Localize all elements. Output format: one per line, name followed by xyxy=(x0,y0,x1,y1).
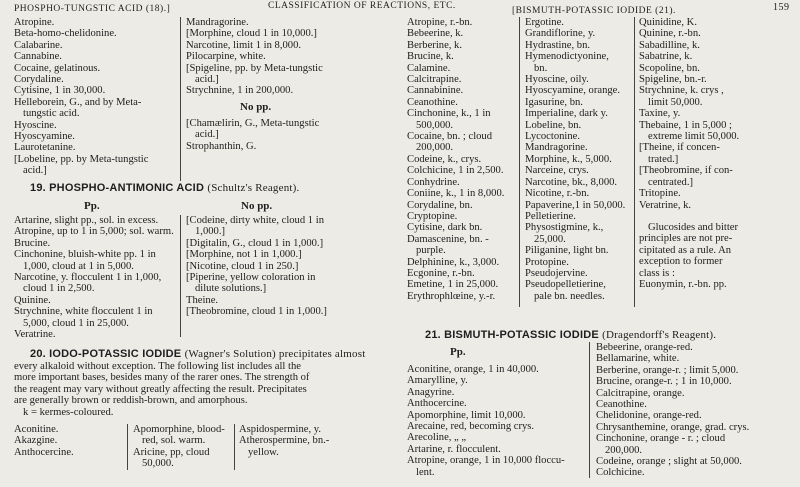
list-item: Aricine, pp, cloud xyxy=(133,446,210,458)
list-item: Anthocercine. xyxy=(14,446,74,458)
s21-subtitle: (Dragendorff's Reagent). xyxy=(602,329,717,341)
list-item: Cocaine, bn. ; cloud xyxy=(407,131,493,143)
list-item: 25,000. xyxy=(534,233,566,245)
list-item: bn. xyxy=(534,62,548,74)
list-item: Artarine, r. flocculent. xyxy=(407,443,501,455)
list-item: Anthocercine. xyxy=(407,398,467,410)
s19-column-2 xyxy=(186,215,327,318)
list-item: Amarylline, y. xyxy=(407,375,468,387)
list-item: Morphine, k., 5,000. xyxy=(525,153,612,165)
list-item: [Codeine, dirty white, cloud 1 in xyxy=(186,215,324,226)
list-item: [Nicotine, cloud 1 in 250.] xyxy=(186,260,299,272)
column-divider xyxy=(180,17,181,181)
list-item: Helleborein, G., and by Meta- xyxy=(14,96,142,108)
list-item: cipitated as a rule. An xyxy=(639,244,732,256)
list-item: 1,000, cloud at 1 in 5,000. xyxy=(23,260,134,272)
list-item: Akazgine. xyxy=(14,435,58,447)
list-item: Quinidine, K. xyxy=(639,17,697,28)
list-item: Atropine, orange, 1 in 10,000 floccu- xyxy=(407,455,565,467)
list-item: class is : xyxy=(639,267,675,279)
list-item: Anagyrine. xyxy=(407,386,455,398)
list-item: Coniine, k., 1 in 8,000. xyxy=(407,188,505,200)
column-divider xyxy=(127,424,128,470)
list-item: [Chamælirin, G., Meta-tungstic xyxy=(186,118,320,129)
list-item: Atherospermine, bn.- xyxy=(239,435,330,447)
list-item: Aconitine, orange, 1 in 40,000. xyxy=(407,364,539,375)
list-item: yellow. xyxy=(248,446,279,458)
list-item: 200,000. xyxy=(605,444,643,456)
list-item: Atropine, up to 1 in 5,000; sol. warm. xyxy=(14,226,174,238)
s18-column-2 xyxy=(186,17,323,97)
s21-pp-heading: Pp. xyxy=(450,346,466,358)
list-item: Apomorphine, limit 10,000. xyxy=(407,409,526,421)
list-item: Calcitrapine. xyxy=(407,74,462,86)
list-item: Arecaine, red, becoming crys. xyxy=(407,421,535,433)
list-item: Brucine. xyxy=(14,237,51,249)
list-item: Damascenine, bn. - xyxy=(407,233,489,245)
list-item: Brucine, k. xyxy=(407,51,454,63)
list-item: Calcitrapine, orange. xyxy=(596,387,685,399)
paragraph-line: every alkaloid without exception. The following list includes all the xyxy=(14,361,301,372)
list-item: principles are not pre- xyxy=(639,233,733,245)
list-item: acid.] xyxy=(195,74,219,86)
list-item: Tritopine. xyxy=(639,188,681,200)
list-item: Narceine, crys. xyxy=(525,165,589,177)
list-item: Colchicine, 1 in 2,500. xyxy=(407,165,504,177)
list-item: Narcotine, limit 1 in 8,000. xyxy=(186,39,302,51)
list-item: Igasurine, bn. xyxy=(525,96,583,108)
s19-no-pp-heading: No pp. xyxy=(241,200,273,212)
list-item: Aconitine. xyxy=(14,424,59,435)
list-item: Codeine, k., crys. xyxy=(407,153,482,165)
paragraph-line: more important bases, besides many of the rarer ones. The strength of xyxy=(14,372,310,384)
s19-heading xyxy=(30,182,299,194)
list-item: [Theine, if concen- xyxy=(639,142,720,154)
s21-column-2 xyxy=(596,342,749,479)
list-item: Bebeerine, k. xyxy=(407,28,464,40)
list-item: 500,000. xyxy=(416,119,454,131)
list-item: Spigeline, bn.-r. xyxy=(639,74,707,86)
list-item: Calabarine. xyxy=(14,39,63,51)
list-item: 200,000. xyxy=(416,142,454,154)
list-item: Narcotine, y. flocculent 1 in 1,000, xyxy=(14,272,162,284)
s20-title: 20. IODO-POTASSIC IODIDE xyxy=(30,348,182,360)
list-item: Beta-homo-chelidonine. xyxy=(14,28,117,40)
s21-title: 21. BISMUTH-POTASSIC IODIDE xyxy=(425,329,599,341)
list-item: Cytisine, 1 in 30,000. xyxy=(14,85,106,97)
list-item: extreme limit 50,000. xyxy=(648,131,740,143)
paragraph-line: k = kermes-coloured. xyxy=(23,406,114,418)
list-item: Cryptopine. xyxy=(407,210,458,222)
list-item: Atropine. xyxy=(14,17,55,28)
list-item: Chelidonine, orange-red. xyxy=(596,410,702,422)
s19-subtitle: (Schultz's Reagent). xyxy=(207,182,300,194)
list-item: Aspidospermine, y. xyxy=(239,424,321,435)
list-item: Hyoscyamine, orange. xyxy=(525,85,621,97)
list-item: Pelletierine. xyxy=(525,210,576,222)
list-item: trated.] xyxy=(648,153,679,165)
list-item: Cocaine, gelatinous. xyxy=(14,62,101,74)
list-item: Laurotetanine. xyxy=(14,142,76,154)
list-item: Lobeline, bn. xyxy=(525,119,582,131)
list-item: 5,000, cloud 1 in 25,000. xyxy=(23,317,129,329)
s20cont-column-1 xyxy=(407,17,504,302)
list-item: Erythrophlœine, y.-r. xyxy=(407,290,496,302)
list-item: acid.] xyxy=(23,165,47,177)
list-item: Atropine, r.-bn. xyxy=(407,17,473,28)
list-item: [Digitalin, G., cloud 1 in 1,000.] xyxy=(186,237,324,249)
list-item: [Piperine, yellow coloration in xyxy=(186,272,316,284)
list-item: Codeine, orange ; slight at 50,000. xyxy=(596,456,742,468)
list-item: Colchicine. xyxy=(596,467,645,479)
list-item: Theine. xyxy=(186,294,219,306)
list-item: Brucine, orange-r. ; 1 in 10,000. xyxy=(596,376,732,388)
list-item: Papaverine,1 in 50,000. xyxy=(525,199,626,211)
list-item: Mandragorine. xyxy=(186,17,249,28)
list-item: Quinine. xyxy=(14,294,51,306)
list-item: acid.] xyxy=(195,129,219,141)
list-item: [Lobeline, pp. by Meta-tungstic xyxy=(14,153,149,165)
list-item: Ceanothine. xyxy=(596,399,647,411)
list-item: Conhydrine. xyxy=(407,176,460,188)
running-header-left: PHOSPHO-TUNGSTIC ACID (18).] xyxy=(14,4,171,14)
list-item: centrated.] xyxy=(648,176,693,188)
list-item: Scopoline, bn. xyxy=(639,62,700,74)
list-item: Lycoctonine. xyxy=(525,131,581,143)
list-item: Sabatrine, k. xyxy=(639,51,693,63)
list-item: exception to former xyxy=(639,256,723,268)
list-item: Corydaline. xyxy=(14,74,64,86)
list-item: Bebeerine, orange-red. xyxy=(596,342,693,353)
list-item: [Morphine, cloud 1 in 10,000.] xyxy=(186,28,317,40)
list-item: tungstic acid. xyxy=(23,108,80,120)
s19-column-1 xyxy=(14,215,174,340)
list-item: Bellamarine, white. xyxy=(596,353,680,365)
s20-paragraph xyxy=(14,361,309,418)
list-item: Berberine, k. xyxy=(407,39,463,51)
list-item: Ergotine. xyxy=(525,17,564,28)
list-item: Hymenodictyonine, xyxy=(525,51,609,63)
running-header-right: [BISMUTH-POTASSIC IODIDE (21). xyxy=(512,6,676,16)
list-item: Cytisine, dark bn. xyxy=(407,222,483,234)
list-item: Apomorphine, blood- xyxy=(133,424,225,435)
s21-column-1 xyxy=(407,364,565,478)
list-item: [Theobromine, cloud 1 in 1,000.] xyxy=(186,306,327,318)
list-item: Hydrastine, bn. xyxy=(525,39,591,51)
paragraph-line: the reagent may vary without greatly affecting the result. Precipitates xyxy=(14,383,307,395)
column-divider xyxy=(180,215,181,337)
list-item: Strychnine, k. crys , xyxy=(639,85,724,97)
list-item: Piliganine, light bn. xyxy=(525,245,609,257)
list-item: Emetine, 1 in 25,000. xyxy=(407,279,499,291)
list-item: [Theobromine, if con- xyxy=(639,165,733,177)
list-item: Ceanothine. xyxy=(407,96,458,108)
list-item: Glucosides and bitter xyxy=(648,222,739,233)
s19-pp-heading: Pp. xyxy=(84,200,100,212)
s20-heading xyxy=(30,348,365,360)
list-item: Strychnine, white flocculent 1 in xyxy=(14,306,153,318)
list-item: Ecgonine, r.-bn. xyxy=(407,267,475,279)
list-item: Strychnine, 1 in 200,000. xyxy=(186,85,294,97)
running-header-center: CLASSIFICATION OF REACTIONS, ETC. xyxy=(268,1,456,11)
list-item: cloud 1 in 2,500. xyxy=(23,283,95,295)
list-item: Narcotine, bk., 8,000. xyxy=(525,176,618,188)
paragraph-line: are generally brown or reddish-brown, and amorphous. xyxy=(14,395,248,407)
list-item: Hyoscine, oily. xyxy=(525,74,589,86)
list-item: Hyoscine. xyxy=(14,119,57,131)
list-item: Euonymin, r.-bn. pp. xyxy=(639,279,727,291)
list-item: Pseudopelletierine, xyxy=(525,279,606,291)
list-item: dilute solutions.] xyxy=(195,283,267,295)
s20cont-column-3b xyxy=(639,222,738,290)
list-item: 50,000. xyxy=(142,458,174,470)
list-item: Taxine, y. xyxy=(639,108,681,120)
list-item: Thebaine, 1 in 5,000 ; xyxy=(639,119,732,131)
list-item: Hyoscyamine. xyxy=(14,131,75,143)
list-item: Quinine, r.-bn. xyxy=(639,28,701,40)
list-item: Strophanthin, G. xyxy=(186,140,257,152)
s20-column-2 xyxy=(133,424,225,470)
list-item: Pseudojervine. xyxy=(525,267,588,279)
list-item: lent. xyxy=(416,466,435,478)
page-number: 159 xyxy=(773,2,790,13)
list-item: Cinchonine, orange - r. ; cloud xyxy=(596,433,726,445)
list-item: Nicotine, r.-bn. xyxy=(525,188,590,200)
s20cont-column-2 xyxy=(525,17,625,302)
s18-column-1 xyxy=(14,17,148,177)
s18-column-2b xyxy=(186,118,319,152)
list-item: Grandiflorine, y. xyxy=(525,28,596,40)
list-item: Arecoline, „ „ xyxy=(407,432,467,444)
list-item: red, sol. warm. xyxy=(142,435,206,447)
list-item: Mandragorine. xyxy=(525,142,588,154)
list-item: Cannabine. xyxy=(14,51,62,63)
s19-title: 19. PHOSPHO-ANTIMONIC ACID xyxy=(30,182,205,194)
s21-heading xyxy=(425,329,716,341)
column-divider xyxy=(589,342,590,478)
list-item: Protopine. xyxy=(525,256,569,268)
s18-no-pp-heading: No pp. xyxy=(240,101,272,113)
list-item: Veratrine. xyxy=(14,329,56,341)
list-item: 1,000.] xyxy=(195,226,226,238)
s20-subtitle: (Wagner's Solution) precipitates almost xyxy=(184,348,366,360)
list-item: Cannabinine. xyxy=(407,85,464,97)
s20-column-3 xyxy=(239,424,329,458)
list-item: Cinchonine, k., 1 in xyxy=(407,108,491,120)
column-divider xyxy=(234,424,235,470)
s20-column-1 xyxy=(14,424,74,458)
list-item: Calamine. xyxy=(407,62,451,74)
column-divider xyxy=(519,17,520,307)
list-item: Physostigmine, k., xyxy=(525,222,604,234)
column-divider xyxy=(634,17,635,307)
list-item: pale bn. needles. xyxy=(534,290,605,302)
list-item: Berberine, orange-r. ; limit 5,000. xyxy=(596,364,739,376)
list-item: Delphinine, k., 3,000. xyxy=(407,256,500,268)
list-item: Corydaline, bn. xyxy=(407,199,473,211)
list-item: Pilocarpine, white. xyxy=(186,51,266,63)
list-item: purple. xyxy=(416,245,446,257)
list-item: Chrysanthemine, orange, grad. crys. xyxy=(596,421,750,433)
list-item: Artarine, slight pp., sol. in excess. xyxy=(14,215,159,226)
list-item: Imperialine, dark y. xyxy=(525,108,608,120)
list-item: Veratrine, k. xyxy=(639,199,692,211)
list-item: [Morphine, not 1 in 1,000.] xyxy=(186,249,302,261)
list-item: [Spigeline, pp. by Meta-tungstic xyxy=(186,62,323,74)
list-item: limit 50,000. xyxy=(648,96,703,108)
list-item: Cinchonine, bluish-white pp. 1 in xyxy=(14,249,156,261)
s20cont-column-3 xyxy=(639,17,739,211)
list-item: Sabadilline, k. xyxy=(639,39,700,51)
